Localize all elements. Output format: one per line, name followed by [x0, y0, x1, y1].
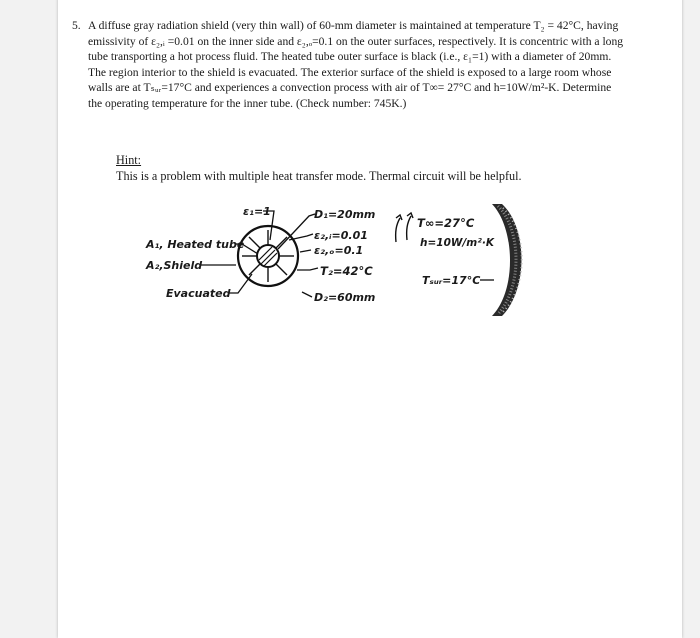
problem-number: 5. — [72, 19, 81, 32]
tsur-label: Tₛᵤᵣ=17°C — [422, 274, 481, 287]
t2-label: T₂=42°C — [320, 264, 373, 278]
shield-label: A₂,Shield — [146, 259, 203, 272]
tube-circle — [257, 245, 279, 267]
problem-text: A diffuse gray radiation shield (very thin wall) of 60-mm diameter is maintained at temperature T₂ = 42°C, having emissivity of ε₂,ᵢ =0.01 on the inner side and ε₂,ₒ=0.1 on the outer surfaces, respectively. It is concentric with a long tube transporting a hot process fluid. The heated tube outer surface is black (i.e., ε₁=1) with a diameter of 20mm. The region interior to the shield is evacuated. The exterior surface of the shield is exposed to a large room whose walls are at Tₛᵤᵣ=17°C and experiences a convection process with air of T∞= 27°C and h=10W/m²-K. Determine the operating temperature for the inner tube. (Check number: 745K.) — [88, 19, 624, 110]
e2i-label: ε₂,ᵢ=0.01 — [314, 229, 368, 242]
hint-text: This is a problem with multiple heat transfer mode. Thermal circuit will be helpful. — [116, 169, 522, 183]
heated-tube-label: A₁, Heated tube — [146, 238, 245, 251]
evacuated-label: Evacuated — [166, 287, 231, 300]
tinf-label: T∞=27°C — [417, 216, 475, 230]
eps1-label: ε₁=1 — [243, 205, 271, 218]
hint-title: Hint: — [116, 153, 142, 167]
d2-label: D₂=60mm — [314, 291, 376, 304]
d1-label: D₁=20mm — [314, 208, 376, 221]
radial-arrows — [242, 230, 294, 282]
h-label: h=10W/m²·K — [420, 237, 494, 249]
tube-hatching — [259, 247, 277, 266]
e2o-label: ε₂,ₒ=0.1 — [314, 244, 364, 257]
room-wall-icon — [492, 204, 522, 316]
left-leaders — [200, 211, 274, 293]
convection-arrows-icon — [396, 213, 413, 242]
